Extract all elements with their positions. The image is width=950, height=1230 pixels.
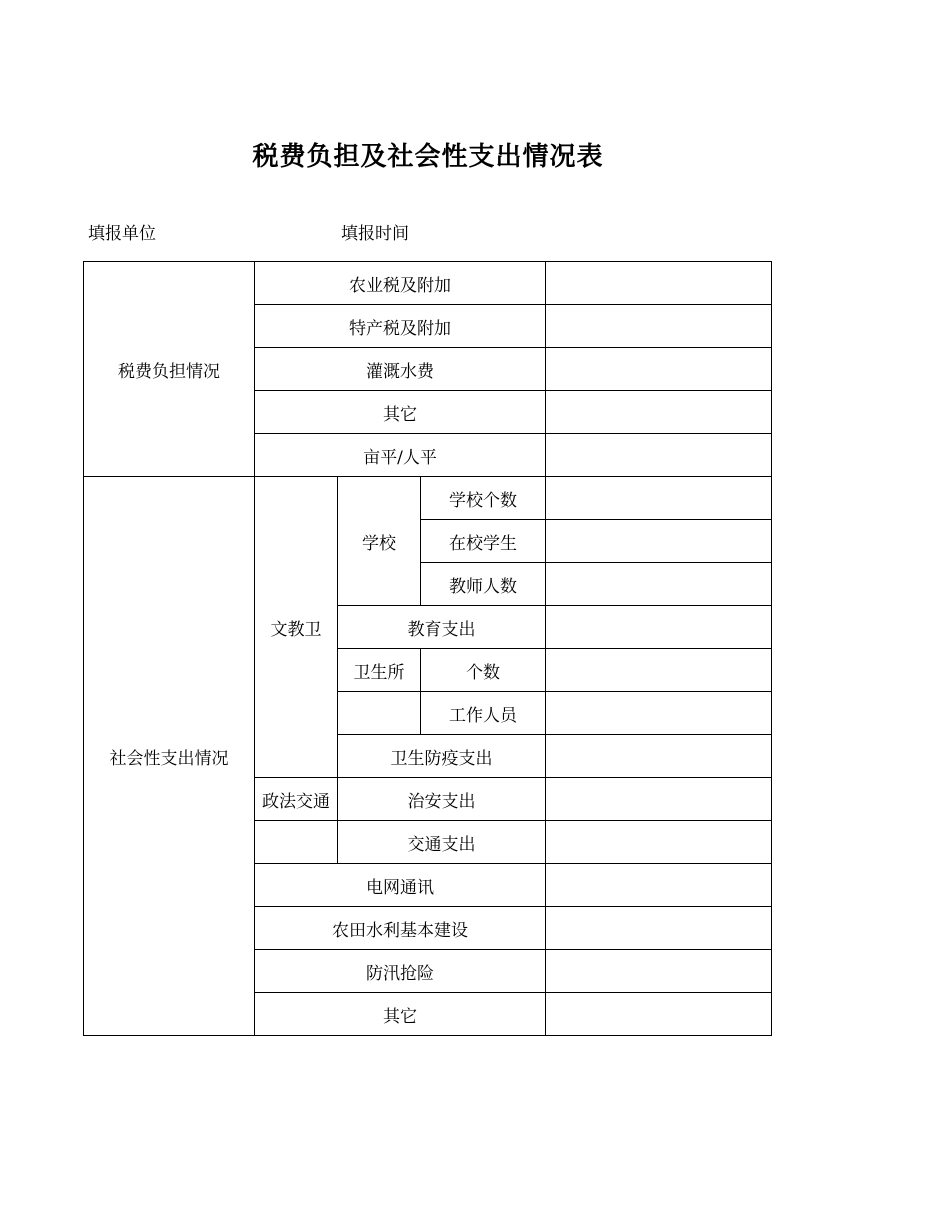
expense-table <box>83 261 772 1036</box>
reporting-unit-label: 填报单位 <box>88 224 156 244</box>
value-cell[interactable] <box>546 950 772 993</box>
value-cell[interactable] <box>546 305 772 348</box>
value-cell[interactable] <box>546 434 772 477</box>
reporting-time-label: 填报时间 <box>341 224 409 244</box>
value-cell[interactable] <box>546 735 772 778</box>
value-cell[interactable] <box>546 262 772 305</box>
value-cell[interactable] <box>546 692 772 735</box>
value-cell[interactable] <box>546 649 772 692</box>
value-cell[interactable] <box>546 391 772 434</box>
row-label: 其它 <box>255 993 546 1036</box>
value-cell[interactable] <box>546 907 772 950</box>
table-row <box>84 477 772 520</box>
row-label: 交通支出 <box>338 821 546 864</box>
row-label: 教育支出 <box>338 606 546 649</box>
value-cell[interactable] <box>546 821 772 864</box>
row-label: 教师人数 <box>421 563 546 606</box>
row-label: 亩平/人平 <box>255 434 546 477</box>
row-label: 卫生防疫支出 <box>338 735 546 778</box>
row-label: 农田水利基本建设 <box>255 907 546 950</box>
row-label: 电网通讯 <box>255 864 546 907</box>
page-title: 税费负担及社会性支出情况表 <box>252 142 604 172</box>
tax-group-label: 税费负担情况 <box>84 262 255 477</box>
value-cell[interactable] <box>546 606 772 649</box>
table-row <box>84 262 772 305</box>
row-label: 个数 <box>421 649 546 692</box>
row-label: 灌溉水费 <box>255 348 546 391</box>
row-label: 工作人员 <box>421 692 546 735</box>
row-label: 农业税及附加 <box>255 262 546 305</box>
empty-cell <box>338 692 421 735</box>
empty-cell <box>255 821 338 864</box>
clinic-group-label: 卫生所 <box>338 649 421 692</box>
row-label: 在校学生 <box>421 520 546 563</box>
law-traffic-group-label: 政法交通 <box>255 778 338 821</box>
row-label: 防汛抢险 <box>255 950 546 993</box>
row-label: 特产税及附加 <box>255 305 546 348</box>
social-group-label: 社会性支出情况 <box>84 477 255 1036</box>
value-cell[interactable] <box>546 993 772 1036</box>
value-cell[interactable] <box>546 348 772 391</box>
value-cell[interactable] <box>546 864 772 907</box>
value-cell[interactable] <box>546 477 772 520</box>
row-label: 治安支出 <box>338 778 546 821</box>
culture-group-label: 文教卫 <box>255 477 338 778</box>
row-label: 其它 <box>255 391 546 434</box>
school-group-label: 学校 <box>338 477 421 606</box>
value-cell[interactable] <box>546 563 772 606</box>
value-cell[interactable] <box>546 520 772 563</box>
value-cell[interactable] <box>546 778 772 821</box>
row-label: 学校个数 <box>421 477 546 520</box>
